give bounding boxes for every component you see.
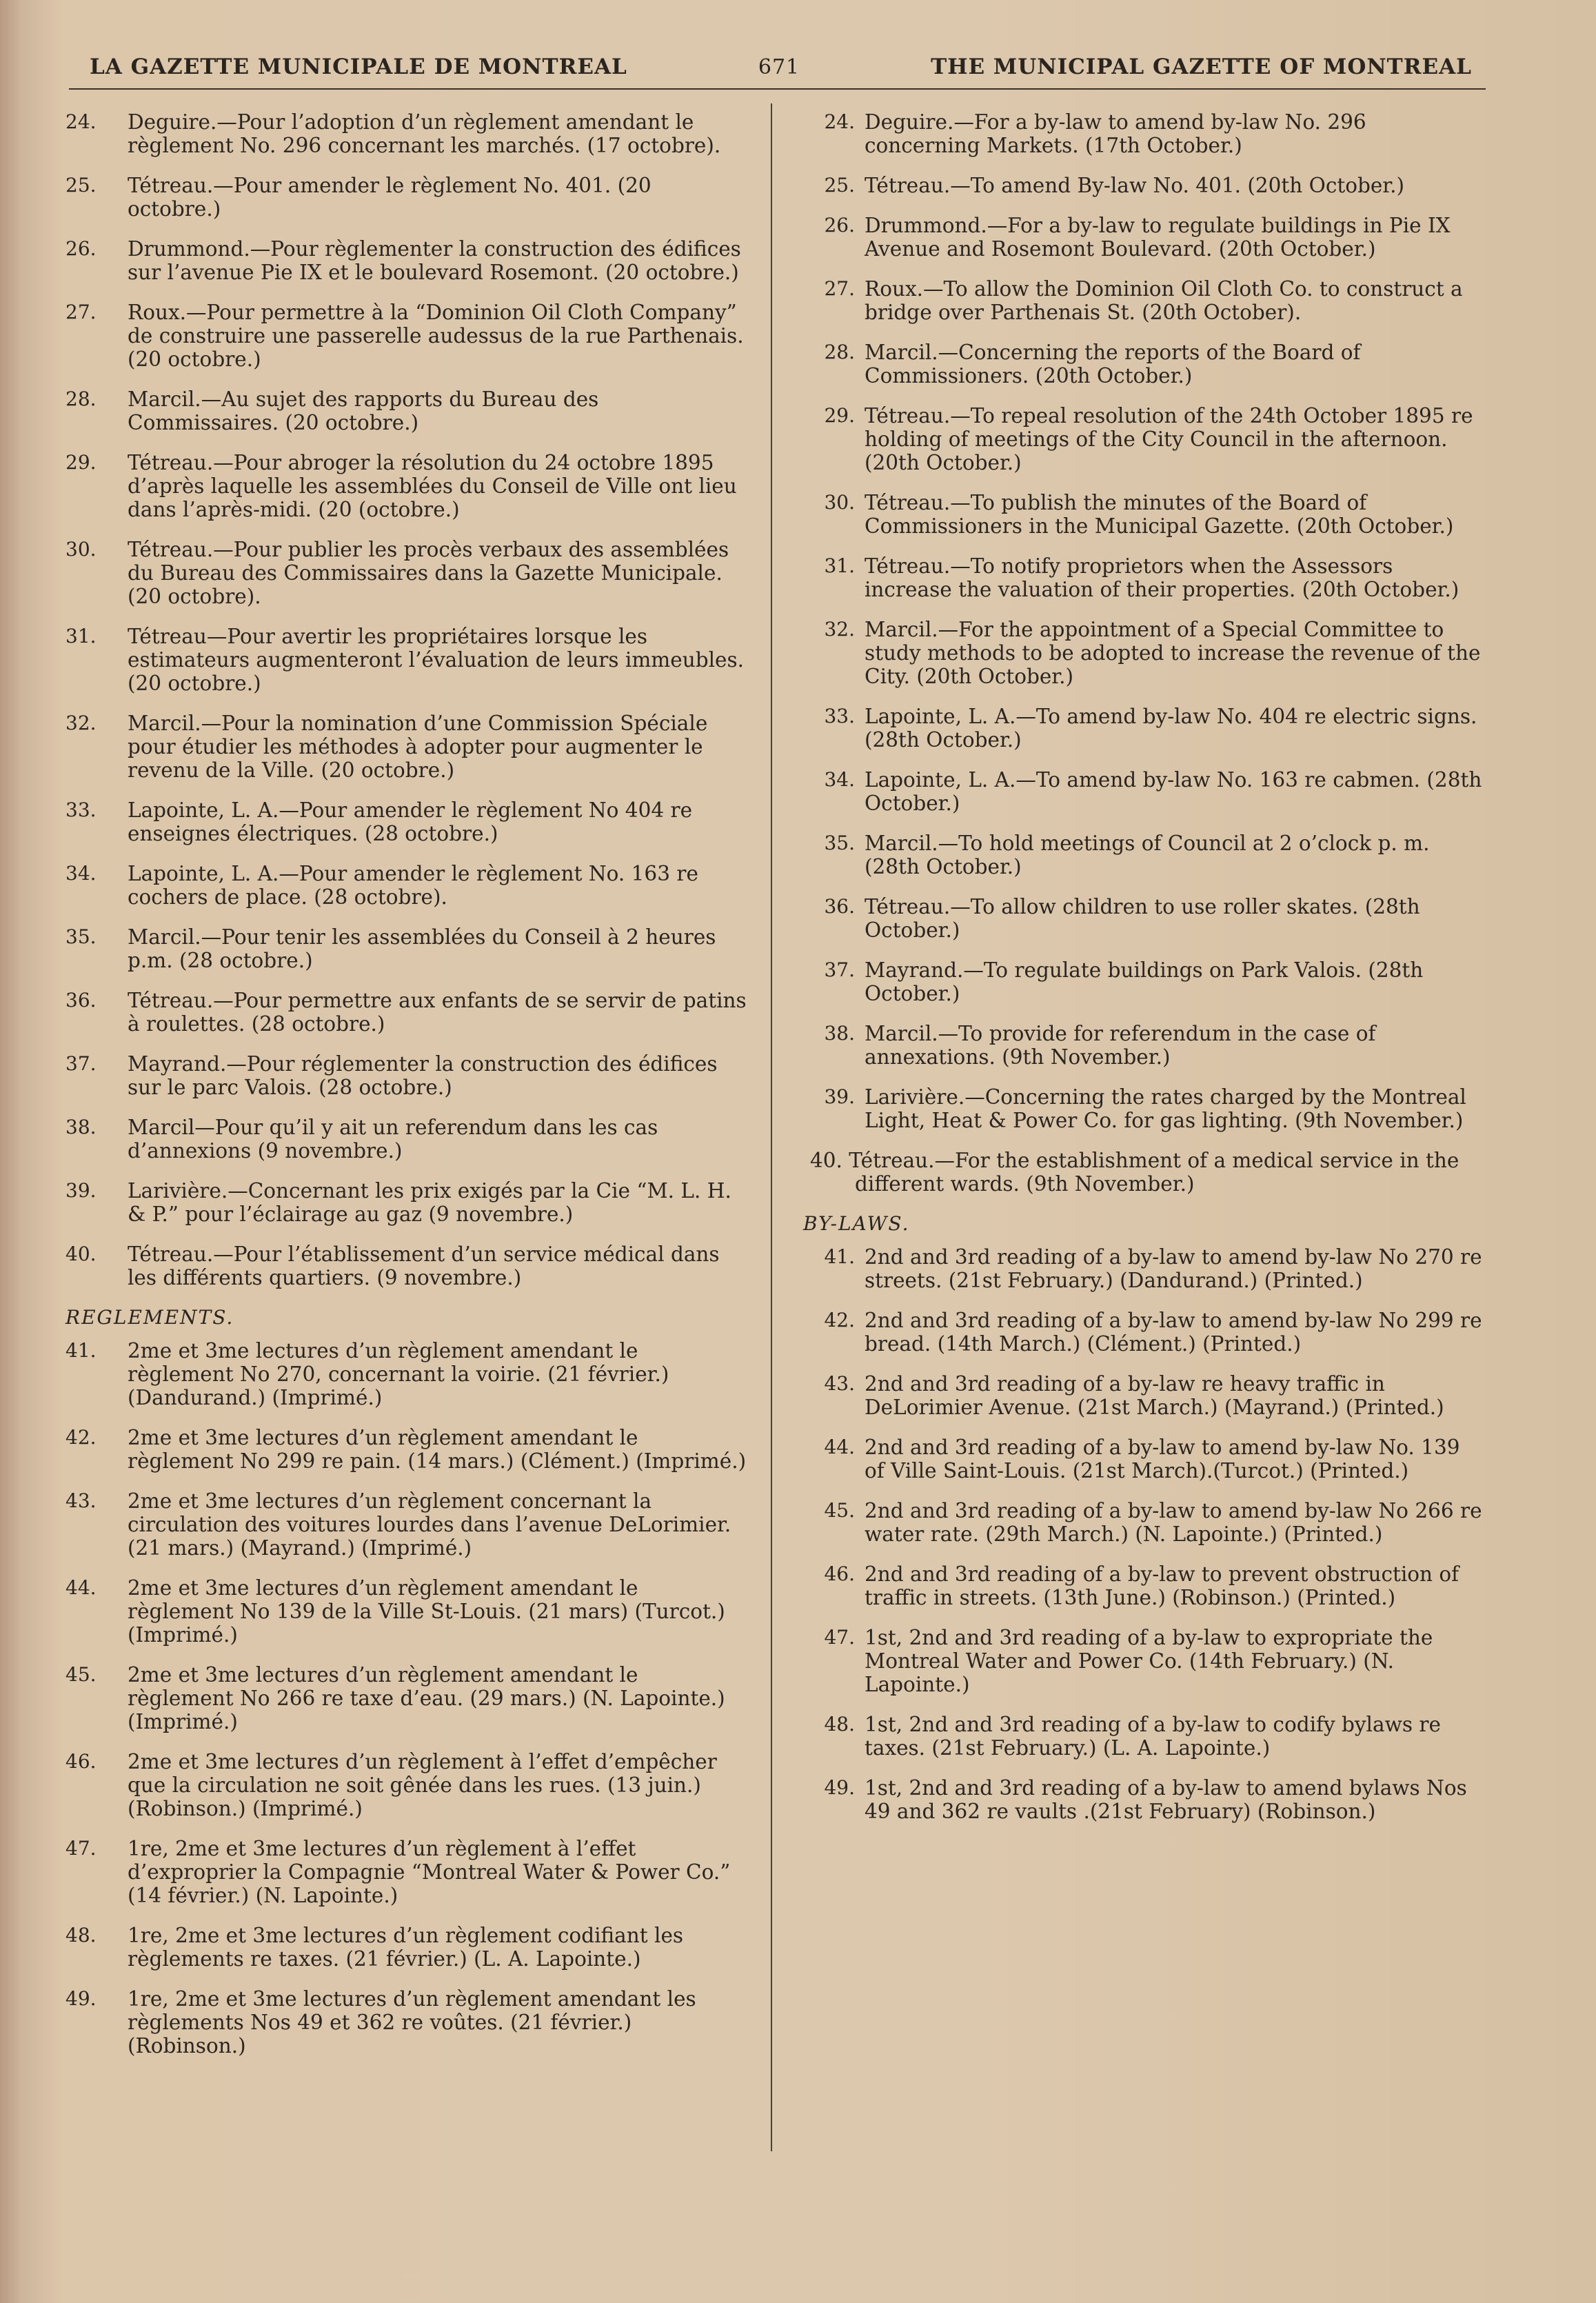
item-text: 2nd and 3rd reading of a by-law to amend by-law No. 139 of Ville Saint-Louis. (21st March).(Turcot.) (Printed.) bbox=[865, 1436, 1460, 1482]
item-text: 2me et 3me lectures d’un règlement à l’effet d’empêcher que la circulation ne soit gênée dans les rues. (13 juin.) (Robinson.) (Imprimé.) bbox=[128, 1750, 717, 1820]
item-text: 1re, 2me et 3me lectures d’un règlement amendant les règlements Nos 49 et 362 re voûtes. (21 février.) (Robinson.) bbox=[128, 1987, 696, 2058]
item-number: 27. bbox=[65, 301, 97, 323]
list-item bbox=[803, 1776, 1486, 1823]
item-number: 47. bbox=[65, 1837, 97, 1860]
item-number: 47. bbox=[824, 1626, 855, 1649]
item-number: 44. bbox=[824, 1436, 855, 1458]
item-number: 49. bbox=[824, 1776, 855, 1799]
item-text: Marcil.—Au sujet des rapports du Bureau des Commissaires. (20 octobre.) bbox=[128, 388, 599, 434]
list-item bbox=[65, 174, 748, 221]
item-text: Deguire.—Pour l’adoption d’un règlement amendant le règlement No. 296 concernant les marchés. (17 octobre). bbox=[128, 110, 721, 157]
list-item bbox=[803, 1085, 1486, 1132]
item-number: 31. bbox=[824, 554, 855, 577]
list-item bbox=[803, 554, 1486, 601]
item-text: 2nd and 3rd reading of a by-law to amend by-law No 266 re water rate. (29th March.) (N. Lapointe.) (Printed.) bbox=[865, 1499, 1482, 1546]
list-item bbox=[65, 110, 748, 157]
list-item bbox=[803, 341, 1486, 388]
item-text: Tétreau.—Pour publier les procès verbaux des assemblées du Bureau des Commissaires dans la Gazette Municipale. (20 octobre). bbox=[128, 538, 729, 608]
item-text: Roux.—To allow the Dominion Oil Cloth Co. to construct a bridge over Parthenais St. (20th October). bbox=[865, 277, 1463, 324]
list-item bbox=[65, 1426, 748, 1473]
bylaws-list bbox=[803, 1245, 1486, 1823]
item-number: 43. bbox=[65, 1489, 97, 1512]
item-number: 39. bbox=[824, 1085, 855, 1108]
list-item bbox=[803, 895, 1486, 942]
item-number: 30. bbox=[65, 538, 97, 561]
list-item bbox=[803, 1149, 1486, 1196]
item-number: 36. bbox=[65, 989, 97, 1012]
item-text: Mayrand.—To regulate buildings on Park Valois. (28th October.) bbox=[865, 958, 1424, 1005]
item-number: 27. bbox=[824, 277, 855, 300]
item-text: 2me et 3me lectures d’un règlement amendant le règlement No 299 re pain. (14 mars.) (Clément.) (Imprimé.) bbox=[128, 1426, 747, 1473]
list-item bbox=[803, 618, 1486, 688]
item-number: 31. bbox=[65, 625, 97, 647]
list-item bbox=[65, 925, 748, 972]
item-text: 1st, 2nd and 3rd reading of a by-law to expropriate the Montreal Water and Power Co. (14th February.) (N. Lapointe.) bbox=[865, 1626, 1433, 1696]
item-text: Marcil.—For the appointment of a Special Committee to study methods to be adopted to increase the revenue of the City. (20th October.) bbox=[865, 618, 1481, 688]
item-number: 39. bbox=[65, 1179, 97, 1202]
item-number: 30. bbox=[824, 491, 855, 514]
item-text: 2me et 3me lectures d’un règlement amendant le règlement No 270, concernant la voirie. (21 février.) (Dandurand.) (Imprimé.) bbox=[128, 1339, 669, 1409]
item-number: 24. bbox=[65, 110, 97, 133]
list-item bbox=[803, 768, 1486, 815]
list-item bbox=[803, 491, 1486, 538]
item-text: Marcil—Pour qu’il y ait un referendum dans les cas d’annexions (9 novembre.) bbox=[128, 1116, 658, 1163]
item-number: 34. bbox=[824, 768, 855, 791]
list-item bbox=[65, 1339, 748, 1409]
item-number: 45. bbox=[65, 1663, 97, 1686]
item-number: 36. bbox=[824, 895, 855, 918]
item-number: 28. bbox=[65, 388, 97, 410]
item-text: Marcil.—Pour tenir les assemblées du Conseil à 2 heures p.m. (28 octobre.) bbox=[128, 925, 716, 972]
item-number: 29. bbox=[65, 451, 97, 474]
list-item bbox=[803, 1713, 1486, 1760]
french-motions-list bbox=[65, 110, 748, 1289]
item-number: 46. bbox=[65, 1750, 97, 1773]
french-column bbox=[65, 110, 748, 2074]
item-text: Mayrand.—Pour réglementer la construction des édifices sur le parc Valois. (28 octobre.) bbox=[128, 1052, 718, 1099]
list-item bbox=[803, 1022, 1486, 1069]
item-text: Lapointe, L. A.—To amend by-law No. 404 re electric signs. (28th October.) bbox=[865, 705, 1477, 752]
english-motions-list bbox=[803, 110, 1486, 1132]
list-item bbox=[803, 1245, 1486, 1292]
item-number: 33. bbox=[824, 705, 855, 727]
list-item bbox=[803, 214, 1486, 261]
item-text: Marcil.—To provide for referendum in the case of annexations. (9th November.) bbox=[865, 1022, 1376, 1069]
item-text: Tétreau.—To notify proprietors when the Assessors increase the valuation of their properties. (20th October.) bbox=[865, 554, 1459, 601]
header-rule bbox=[69, 88, 1486, 90]
item-number: 42. bbox=[65, 1426, 97, 1449]
item-text: 2nd and 3rd reading of a by-law to prevent obstruction of traffic in streets. (13th June.) (Robinson.) (Printed.) bbox=[865, 1562, 1459, 1609]
item-number: 40. bbox=[65, 1243, 97, 1265]
item-text: Tétreau.—To allow children to use roller skates. (28th October.) bbox=[865, 895, 1420, 942]
list-item bbox=[65, 798, 748, 845]
list-item bbox=[803, 958, 1486, 1005]
item-text: Drummond.—For a by-law to regulate buildings in Pie IX Avenue and Rosemont Boulevard. (20th October.) bbox=[865, 214, 1451, 261]
item-number: 43. bbox=[824, 1372, 855, 1395]
item-text: Tétreau.—To publish the minutes of the Board of Commissioners in the Municipal Gazette. (20th October.) bbox=[865, 491, 1454, 538]
item-text: Marcil.—Concerning the reports of the Board of Commissioners. (20th October.) bbox=[865, 341, 1361, 388]
item-number: 48. bbox=[824, 1713, 855, 1736]
item-number: 24. bbox=[824, 110, 855, 133]
list-item bbox=[803, 832, 1486, 878]
list-item bbox=[803, 1372, 1486, 1419]
item-number: 25. bbox=[65, 174, 97, 197]
list-item bbox=[65, 1052, 748, 1099]
item-text: Larivière.—Concernant les prix exigés par la Cie “M. L. H. & P.” pour l’éclairage au gaz (9 novembre.) bbox=[128, 1179, 731, 1226]
item-number: 29. bbox=[824, 404, 855, 427]
list-item bbox=[65, 1924, 748, 1971]
list-item bbox=[803, 110, 1486, 157]
list-item bbox=[803, 1562, 1486, 1609]
item-text: 2nd and 3rd reading of a by-law to amend by-law No 270 re streets. (21st February.) (Dandurand.) (Printed.) bbox=[865, 1245, 1482, 1292]
item-text: 2me et 3me lectures d’un règlement concernant la circulation des voitures lourdes dans l’avenue DeLorimier. (21 mars.) (Mayrand.) (Imprimé.) bbox=[128, 1489, 731, 1560]
item-number: 25. bbox=[824, 174, 855, 197]
list-item bbox=[65, 1179, 748, 1226]
item-text: Marcil.—To hold meetings of Council at 2 o’clock p. m. (28th October.) bbox=[865, 832, 1430, 878]
item-number: 32. bbox=[65, 712, 97, 734]
item-number: 37. bbox=[824, 958, 855, 981]
list-item bbox=[65, 1489, 748, 1560]
reglements-heading: REGLEMENTS. bbox=[65, 1306, 234, 1329]
column-divider bbox=[771, 103, 772, 2151]
item-text: 1re, 2me et 3me lectures d’un règlement codifiant les règlements re taxes. (21 février.) (L. A. Lapointe.) bbox=[128, 1924, 684, 1971]
item-text: Tétreau.—Pour abroger la résolution du 24 octobre 1895 d’après laquelle les assemblées du Conseil de Ville ont lieu dans l’après-midi. (20 (octobre.) bbox=[128, 451, 737, 521]
list-item bbox=[803, 1499, 1486, 1546]
item-number: 44. bbox=[65, 1576, 97, 1599]
list-item bbox=[803, 174, 1486, 197]
item-number: 32. bbox=[824, 618, 855, 641]
item-text: Lapointe, L. A.—To amend by-law No. 163 re cabmen. (28th October.) bbox=[865, 768, 1482, 815]
item-number: 38. bbox=[824, 1022, 855, 1045]
item-number: 26. bbox=[824, 214, 855, 237]
list-item bbox=[65, 1116, 748, 1163]
item-text: Roux.—Pour permettre à la “Dominion Oil Cloth Company” de construire une passerelle audessus de la rue Parthenais. (20 octobre.) bbox=[128, 301, 744, 371]
list-item bbox=[65, 1243, 748, 1289]
list-item bbox=[803, 277, 1486, 324]
item-number: 38. bbox=[65, 1116, 97, 1138]
item-text: Tétreau—Pour avertir les propriétaires lorsque les estimateurs augmenteront l’évaluation de leurs immeubles. (20 octobre.) bbox=[128, 625, 745, 695]
list-item bbox=[65, 451, 748, 521]
list-item bbox=[803, 1626, 1486, 1696]
item-text: 2nd and 3rd reading of a by-law to amend by-law No 299 re bread. (14th March.) (Clément.) (Printed.) bbox=[865, 1309, 1482, 1356]
list-item bbox=[803, 1436, 1486, 1482]
list-item bbox=[65, 1750, 748, 1820]
item-number: 46. bbox=[824, 1562, 855, 1585]
item-number: 45. bbox=[824, 1499, 855, 1522]
item-text: Lapointe, L. A.—Pour amender le règlement No. 163 re cochers de place. (28 octobre). bbox=[128, 862, 698, 909]
item-number: 33. bbox=[65, 798, 97, 821]
list-item bbox=[65, 1987, 748, 2058]
item-text: Tétreau.—Pour amender le règlement No. 401. (20 octobre.) bbox=[128, 174, 651, 221]
list-item bbox=[65, 712, 748, 782]
list-item bbox=[65, 989, 748, 1036]
bylaws-heading: BY-LAWS. bbox=[803, 1212, 910, 1235]
item-number: 28. bbox=[824, 341, 855, 363]
list-item bbox=[65, 1663, 748, 1733]
reglements-list bbox=[65, 1339, 748, 2058]
item-text: Larivière.—Concerning the rates charged by the Montreal Light, Heat & Power Co. for gas lighting. (9th November.) bbox=[865, 1085, 1466, 1132]
list-item bbox=[65, 301, 748, 371]
item-text: Tétreau.—Pour l’établissement d’un service médical dans les différents quartiers. (9 novembre.) bbox=[128, 1243, 720, 1289]
list-item bbox=[65, 1837, 748, 1907]
page-header bbox=[90, 50, 1472, 84]
english-column bbox=[803, 110, 1486, 1840]
list-item bbox=[65, 538, 748, 608]
item-number: 26. bbox=[65, 237, 97, 260]
list-item bbox=[65, 625, 748, 695]
item-number: 35. bbox=[824, 832, 855, 854]
item-text: 1st, 2nd and 3rd reading of a by-law to amend bylaws Nos 49 and 362 re vaults .(21st February) (Robinson.) bbox=[865, 1776, 1467, 1823]
list-item bbox=[65, 388, 748, 434]
item-text: Tétreau.—To amend By-law No. 401. (20th October.) bbox=[865, 174, 1405, 197]
item-number: 49. bbox=[65, 1987, 97, 2010]
item-text: 2me et 3me lectures d’un règlement amendant le règlement No 266 re taxe d’eau. (29 mars.) (N. Lapointe.) (Imprimé.) bbox=[128, 1663, 725, 1733]
list-item bbox=[803, 404, 1486, 474]
item-text: Tétreau.—To repeal resolution of the 24th October 1895 re holding of meetings of the City Council in the afternoon. (20th October.) bbox=[865, 404, 1473, 474]
item-number: 34. bbox=[65, 862, 97, 885]
item-text: Deguire.—For a by-law to amend by-law No. 296 concerning Markets. (17th October.) bbox=[865, 110, 1366, 157]
list-item bbox=[65, 862, 748, 909]
item-text: Marcil.—Pour la nomination d’une Commission Spéciale pour étudier les méthodes à adopter pour augmenter le revenu de la Ville. (20 octobre.) bbox=[128, 712, 708, 782]
item-number: 48. bbox=[65, 1924, 97, 1947]
item-number: 37. bbox=[65, 1052, 97, 1075]
item-number: 41. bbox=[824, 1245, 855, 1268]
english-title: THE MUNICIPAL GAZETTE OF MONTREAL bbox=[931, 54, 1472, 79]
item-number: 41. bbox=[65, 1339, 97, 1362]
list-item bbox=[803, 1309, 1486, 1356]
item-number: 35. bbox=[65, 925, 97, 948]
item-text: 2me et 3me lectures d’un règlement amendant le règlement No 139 de la Ville St-Louis. (21 mars) (Turcot.) (Imprimé.) bbox=[128, 1576, 725, 1647]
item-text: Drummond.—Pour règlementer la construction des édifices sur l’avenue Pie IX et le boulevard Rosemont. (20 octobre.) bbox=[128, 237, 741, 284]
item-text: 2nd and 3rd reading of a by-law re heavy traffic in DeLorimier Avenue. (21st March.) (Mayrand.) (Printed.) bbox=[865, 1372, 1444, 1419]
item-text: Tétreau.—Pour permettre aux enfants de se servir de patins à roulettes. (28 octobre.) bbox=[128, 989, 747, 1036]
item-text: 1st, 2nd and 3rd reading of a by-law to codify bylaws re taxes. (21st February.) (L. A. Lapointe.) bbox=[865, 1713, 1441, 1760]
entry-40-text: 40. Tétreau.—For the establishment of a medical service in the different wards. (9th November.) bbox=[810, 1149, 1459, 1196]
list-item bbox=[65, 237, 748, 284]
list-item bbox=[65, 1576, 748, 1647]
item-number: 42. bbox=[824, 1309, 855, 1331]
list-item bbox=[803, 705, 1486, 752]
item-text: Lapointe, L. A.—Pour amender le règlement No 404 re enseignes électriques. (28 octobre.) bbox=[128, 798, 693, 845]
french-title: LA GAZETTE MUNICIPALE DE MONTREAL bbox=[90, 54, 627, 79]
page-number: 671 bbox=[758, 54, 800, 79]
item-text: 1re, 2me et 3me lectures d’un règlement à l’effet d’exproprier la Compagnie “Montreal Water & Power Co.” (14 février.) (N. Lapointe.) bbox=[128, 1837, 731, 1907]
